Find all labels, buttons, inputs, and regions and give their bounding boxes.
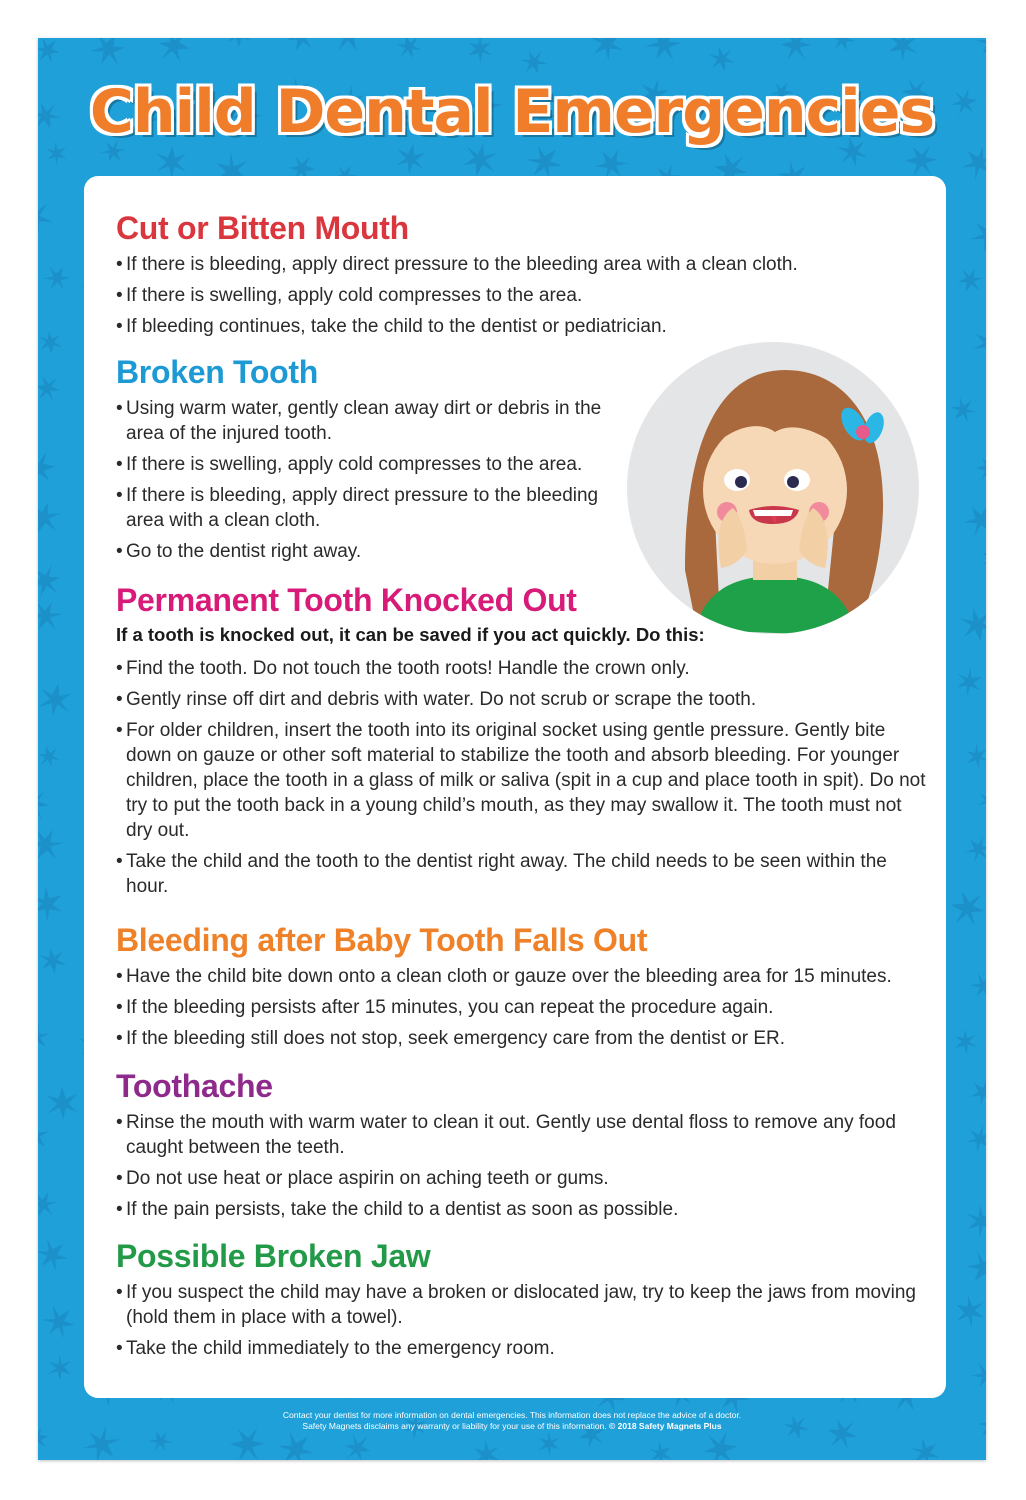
splat-mark (38, 197, 55, 238)
splat-mark (829, 38, 857, 54)
list-item: • Go to the dentist right away. (116, 539, 606, 564)
list-item: • Have the child bite down onto a clean cloth or gauze over the bleeding area for 15 minutes. (116, 964, 931, 989)
copyright: © 2018 Safety Magnets Plus (609, 1421, 722, 1431)
splat-mark (950, 1292, 986, 1331)
section-knocked-out (116, 582, 931, 899)
bullet-list (116, 1110, 931, 1222)
splat-mark (86, 38, 130, 71)
splat-mark (39, 330, 63, 354)
splat-mark (958, 605, 986, 645)
splat-mark (946, 393, 980, 427)
list-item: • If the bleeding still does not stop, seek emergency care from the dentist or ER. (116, 1026, 931, 1051)
splat-mark (973, 38, 986, 61)
list-item: • If bleeding continues, take the child to the dentist or pediatrician. (116, 314, 931, 339)
list-item: • If there is bleeding, apply direct pressure to the bleeding area with a clean cloth. (116, 252, 931, 277)
list-item: • Take the child immediately to the emergency room. (116, 1336, 931, 1361)
splat-mark (959, 499, 986, 542)
section-heading: Possible Broken Jaw (116, 1238, 431, 1274)
bullet-list (116, 656, 931, 899)
section-heading: Cut or Bitten Mouth (116, 210, 409, 246)
list-item: • Using warm water, gently clean away dirt or debris in the area of the injured tooth. (116, 396, 606, 446)
splat-mark (284, 38, 319, 55)
splat-mark (38, 596, 66, 636)
splat-mark (965, 1075, 986, 1111)
section-lead: If a tooth is knocked out, it can be saved if you act quickly. Do this: (116, 624, 705, 645)
list-item: • Rinse the mouth with warm water to clean it out. Gently use dental floss to remove any food caught between the teeth. (116, 1110, 931, 1160)
splat-mark (585, 38, 629, 65)
splat-mark (978, 543, 986, 572)
poster-title: Child Dental Emergencies (89, 77, 935, 147)
splat-mark (38, 788, 51, 821)
splat-mark (463, 38, 497, 66)
bullet-list (116, 964, 931, 1051)
splat-mark (955, 264, 986, 296)
splat-mark (38, 374, 62, 403)
splat-mark (965, 211, 986, 259)
splat-mark (883, 38, 923, 65)
splat-mark (38, 1116, 54, 1156)
splat-mark (780, 38, 812, 61)
splat-mark (953, 665, 986, 698)
bullet-list (116, 1280, 931, 1361)
splat-mark (38, 564, 63, 598)
splat-mark (950, 1026, 981, 1057)
splat-mark (962, 1245, 986, 1291)
splat-mark (947, 889, 986, 929)
section-heading: Bleeding after Baby Tooth Falls Out (116, 922, 648, 958)
list-item: • If there is swelling, apply cold compresses to the area. (116, 283, 931, 308)
splat-mark (468, 1437, 504, 1460)
splat-mark (38, 823, 68, 867)
splat-mark (38, 1019, 54, 1057)
bullet-list (116, 252, 931, 339)
splat-mark (38, 680, 74, 719)
splat-mark (46, 1087, 78, 1120)
splat-mark (230, 1428, 265, 1460)
splat-mark (518, 46, 549, 78)
list-item: • Find the tooth. Do not touch the tooth roots! Handle the crown only. (116, 656, 931, 681)
splat-mark (38, 451, 56, 483)
list-item: • If there is swelling, apply cold compresses to the area. (116, 452, 606, 477)
splat-mark (966, 968, 986, 1003)
list-item: • For older children, insert the tooth into its original socket using gentle pressure. Gently bite down on gauze or other soft material to stabilize the tooth and absorb bleeding. For younger children, place the tooth in a glass of milk or saliva (spit in a cup and place tooth in spit). Do not try to put the tooth back in a young child’s mouth, as they may swallow it. The tooth must not dry out. (116, 718, 931, 843)
bullet-list (116, 396, 606, 564)
splat-mark (962, 741, 986, 772)
section-heading: Permanent Tooth Knocked Out (116, 582, 577, 618)
splat-mark (38, 1233, 73, 1276)
disclaimer-line-2 (38, 1421, 986, 1432)
section-broken-tooth (116, 354, 606, 564)
splat-mark (38, 1300, 81, 1343)
section-baby-tooth (116, 922, 931, 1051)
splat-mark (641, 38, 686, 67)
splat-mark (38, 38, 65, 67)
splat-mark (394, 38, 423, 61)
splat-mark (961, 832, 986, 866)
splat-mark (38, 882, 69, 926)
splat-mark (968, 1357, 986, 1394)
poster (38, 38, 986, 1460)
splat-mark (976, 456, 986, 481)
section-cut-mouth (116, 210, 931, 339)
section-heading: Broken Tooth (116, 354, 319, 390)
splat-mark (905, 145, 937, 176)
splat-mark (38, 1187, 60, 1221)
list-item: • Do not use heat or place aspirin on aching teeth or gums. (116, 1166, 931, 1191)
list-item: • Gently rinse off dirt and debris with water. Do not scrub or scrape the tooth. (116, 687, 931, 712)
splat-mark (44, 1351, 77, 1384)
splat-mark (155, 145, 187, 178)
list-item: • Take the child and the tooth to the dentist right away. The child needs to be seen within the hour. (116, 849, 931, 899)
disclaimer-footer (38, 1410, 986, 1432)
splat-mark (967, 321, 986, 364)
splat-mark (974, 785, 986, 816)
list-item: • If the bleeding persists after 15 minutes, you can repeat the procedure again. (116, 995, 931, 1020)
splat-mark (534, 1429, 565, 1459)
splat-mark (155, 38, 193, 64)
content-card (84, 176, 946, 1398)
splat-mark (702, 1430, 739, 1460)
section-broken-jaw (116, 1238, 931, 1361)
section-toothache (116, 1068, 931, 1222)
splat-mark (227, 38, 251, 47)
list-item: • If you suspect the child may have a broken or dislocated jaw, try to keep the jaws from moving (hold them in place with a towel). (116, 1280, 931, 1330)
splat-mark (961, 1201, 986, 1240)
splat-mark (708, 45, 736, 74)
splat-mark (40, 261, 73, 294)
splat-mark (645, 1438, 676, 1460)
splat-mark (963, 1121, 986, 1156)
splat-mark (327, 38, 371, 57)
disclaimer-line-1: Contact your dentist for more information on dental emergencies. This information does not replace the advice of a doctor. (282, 1410, 742, 1420)
splat-mark (38, 497, 64, 539)
list-item: • If the pain persists, take the child to a dentist as soon as possible. (116, 1197, 931, 1222)
splat-mark (906, 1433, 944, 1460)
splat-mark (38, 946, 67, 976)
section-heading: Toothache (116, 1068, 273, 1104)
list-item: • If there is bleeding, apply direct pressure to the bleeding area with a clean cloth. (116, 483, 606, 533)
splat-mark (38, 744, 61, 770)
splat-mark (342, 1432, 374, 1460)
disclaimer-text: Safety Magnets disclaims any warranty or liability for your use of this information. (302, 1421, 607, 1431)
